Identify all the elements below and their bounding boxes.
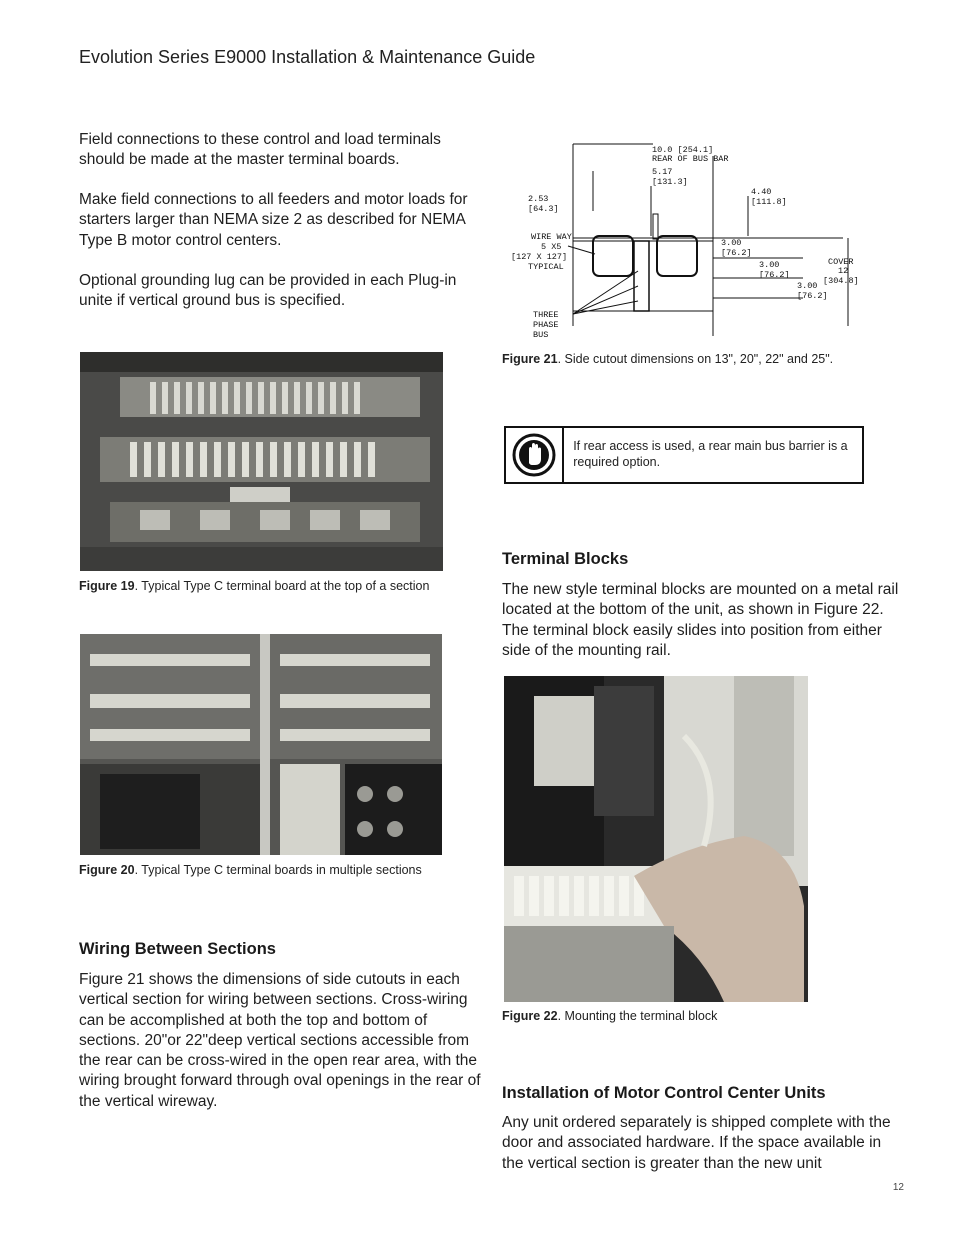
label-cover-12: 12: [838, 266, 849, 276]
dim-label-300-c-mm: [76.2]: [797, 291, 828, 301]
figure-21-caption: [502, 352, 833, 366]
stop-hand-icon: [511, 432, 557, 478]
dim-label-517: 5.17: [652, 167, 673, 177]
dim-label-300-b-mm: [76.2]: [759, 270, 790, 280]
figure-20-caption: [79, 863, 422, 877]
figure-19-photo: [80, 352, 443, 571]
figure-22-photo: [504, 676, 808, 1002]
figure-21-diagram: [503, 136, 868, 343]
label-wire-way-mm: [127 X 127]: [511, 252, 568, 262]
page-number: 12: [892, 1182, 904, 1193]
figure-21-text: . Side cutout dimensions on 13", 20", 22" and 25".: [557, 352, 834, 366]
figure-19-caption: [79, 579, 429, 593]
paragraph-field-connections: Field connections to these control and load terminals should be made at the master terminal boards.: [79, 131, 441, 169]
dim-label-253: 2.53: [528, 194, 549, 204]
paragraph-feeder-connections: Make field connections to all feeders and motor loads for starters larger than NEMA size 2 as described for NEMA Type B motor control centers.: [79, 191, 468, 249]
figure-19-label: Figure 19: [79, 579, 135, 593]
figure-20-photo: [80, 634, 442, 855]
label-phase: PHASE: [533, 320, 559, 330]
dim-label-440-mm: [111.8]: [751, 197, 787, 207]
page-header-title: Evolution Series E9000 Installation & Maintenance Guide: [79, 47, 536, 67]
note-box: [504, 426, 864, 484]
figure-22-caption: [502, 1009, 717, 1023]
figure-21-label: Figure 21: [502, 352, 558, 366]
label-cover-mm: [304.8]: [823, 276, 859, 286]
dim-label-440: 4.40: [751, 187, 772, 197]
paragraph-installation-units: Any unit ordered separately is shipped complete with the door and associated hardware. If the space available in the vertical section is greater than the new unit: [502, 1114, 891, 1172]
dim-label-517-mm: [131.3]: [652, 177, 688, 187]
dim-label-300-c: 3.00: [797, 281, 818, 291]
figure-20-text: . Typical Type C terminal boards in multiple sections: [134, 863, 422, 877]
dim-label-rear-bus: REAR OF BUS BAR: [652, 154, 729, 164]
label-wire-way: WIRE WAY: [531, 232, 572, 242]
label-three: THREE: [533, 310, 559, 320]
dim-label-300-a-mm: [76.2]: [721, 248, 752, 258]
note-icon-cell: [506, 428, 564, 482]
heading-wiring-between-sections: Wiring Between Sections: [79, 940, 276, 958]
figure-20-label: Figure 20: [79, 863, 135, 877]
label-wire-way-size: 5 X5: [541, 242, 562, 252]
label-typical: TYPICAL: [528, 262, 564, 272]
dim-label-10: 10.0 [254.1]: [652, 145, 714, 155]
paragraph-wiring-between-sections: Figure 21 shows the dimensions of side cutouts in each vertical section for wiring between sections. Cross-wiring can be accomplished at both the top and bottom of sections. 20"or 22"deep vertical sections accessible from the rear can be cross-wired in the open rear area, with the wiring brought forward through oval openings in the rear of the vertical wireway.: [79, 971, 481, 1110]
dim-label-300-b: 3.00: [759, 260, 780, 270]
paragraph-grounding-lug: Optional grounding lug can be provided in each Plug-in unite if vertical ground bus is specified.: [79, 272, 457, 310]
dim-label-253-mm: [64.3]: [528, 204, 559, 214]
label-cover: COVER: [828, 257, 854, 267]
label-bus: BUS: [533, 330, 549, 340]
figure-22-text: . Mounting the terminal block: [557, 1009, 718, 1023]
note-text: If rear access is used, a rear main bus barrier is a required option.: [573, 439, 848, 469]
figure-22-label: Figure 22: [502, 1009, 558, 1023]
figure-19-text: . Typical Type C terminal board at the top of a section: [134, 579, 430, 593]
dim-label-300-a: 3.00: [721, 238, 742, 248]
heading-installation-units: Installation of Motor Control Center Units: [502, 1084, 826, 1102]
paragraph-terminal-blocks: The new style terminal blocks are mounted on a metal rail located at the bottom of the unit, as shown in Figure 22. The terminal block easily slides into position from either side of the mounting rail.: [502, 581, 899, 659]
heading-terminal-blocks: Terminal Blocks: [502, 550, 629, 568]
